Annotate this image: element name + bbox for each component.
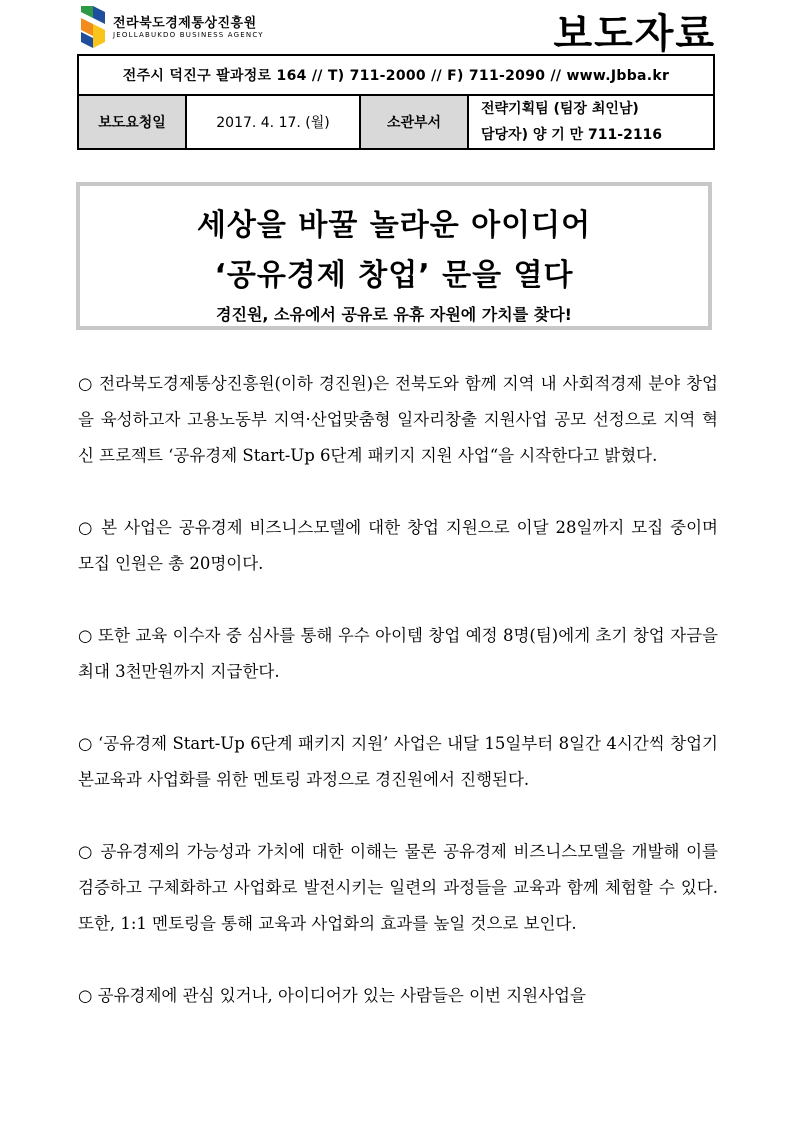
agency-logo — [77, 4, 277, 48]
contact-info-table — [77, 54, 715, 150]
paragraph: ○ 본 사업은 공유경제 비즈니스모델에 대한 창업 지원으로 이달 28일까지 모집 중이며 모집 인원은 총 20명이다. — [78, 518, 718, 573]
agency-logo-icon — [77, 4, 109, 48]
paragraph: ○ ‘공유경제 Start-Up 6단계 패키지 지원’ 사업은 내달 15일부터 8일간 4시간씩 창업기본교육과 사업화를 위한 멘토링 과정으로 경진원에서 진행된다. — [78, 734, 718, 789]
department-team: 전략기획팀 (팀장 최인남) — [481, 101, 639, 117]
paragraph: ○ 공유경제의 가능성과 가치에 대한 이해는 물론 공유경제 비즈니스모델을 개발해 이를 검증하고 구체화하고 사업화로 발전시키는 일련의 과정들을 교육과 함께 체험할 수 있다. 또한, 1:1 멘토링을 통해 교육과 사업화의 효과를 높일 것으로 보인다. — [78, 842, 718, 933]
headline-subtitle: 경진원, 소유에서 공유로 유휴 자원에 가치를 찾다! — [216, 305, 572, 324]
headline-line-1: 세상을 바꿀 놀라운 아이디어 — [196, 208, 592, 243]
department-value — [468, 95, 714, 149]
paragraph: ○ 전라북도경제통상진흥원(이하 경진원)은 전북도와 함께 지역 내 사회적경제 분야 창업을 육성하고자 고용노동부 지역·산업맞춤형 일자리창출 지원사업 공모 선정으로 지역 혁신 프로젝트 ‘공유경제 Start-Up 6단계 패키지 지원 사업“을 시작한다고 밝혔다. — [78, 374, 718, 465]
release-date-label: 보도요청일 — [78, 95, 186, 149]
address-contact-line: 전주시 덕진구 팔과정로 164 // T) 711-2000 // F) 711-2090 // www.Jbba.kr — [78, 55, 714, 95]
document-type-title: 보도자료 — [553, 11, 716, 57]
paragraph: ○ 공유경제에 관심 있거나, 아이디어가 있는 사람들은 이번 지원사업을 — [78, 986, 586, 1005]
headline-box — [76, 182, 712, 330]
department-contact: 담당자) 양 기 만 711-2116 — [481, 127, 663, 143]
paragraph: ○ 또한 교육 이수자 중 심사를 통해 우수 아이템 창업 예정 8명(팀)에게 초기 창업 자금을 최대 3천만원까지 지급한다. — [78, 626, 718, 681]
article-body — [78, 366, 718, 1050]
agency-name-en: JEOLLABUKDO BUSINESS AGENCY — [113, 31, 264, 39]
agency-name: 전라북도경제통상진흥원 — [113, 16, 257, 31]
department-label: 소관부서 — [360, 95, 468, 149]
release-date-value: 2017. 4. 17. (월) — [186, 95, 360, 149]
headline-line-2: ‘공유경제 창업’ 문을 열다 — [214, 258, 574, 293]
